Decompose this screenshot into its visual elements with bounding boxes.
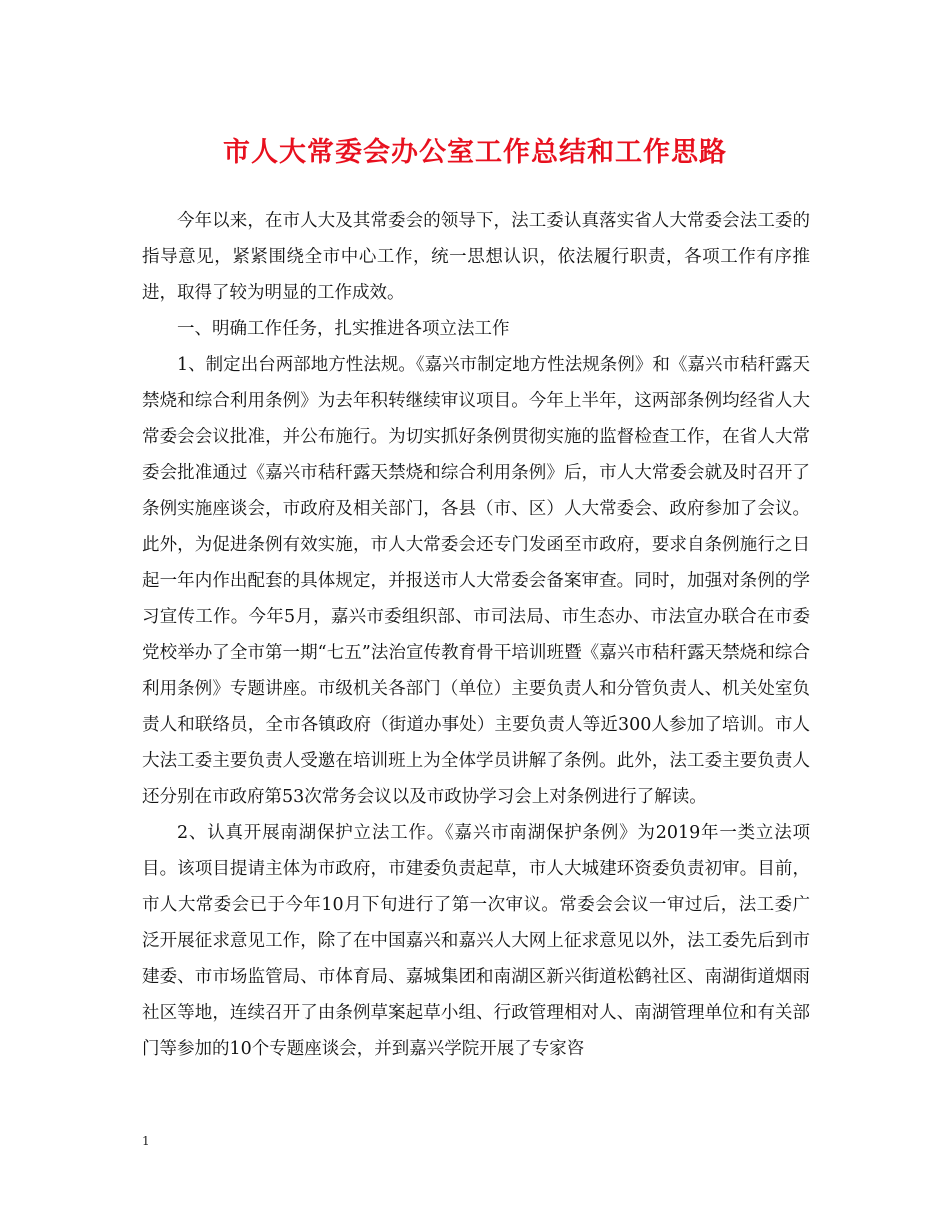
document-title: 市人大常委会办公室工作总结和工作思路: [223, 137, 727, 168]
item-paragraph-2: 2、认真开展南湖保护立法工作。《嘉兴市南湖保护条例》为2019年一类立法项目。该项目提请主体为市政府，市建委负责起草，市人大城建环资委负责初审。目前，市人大常委会已于今年10月下旬进行了第一次审议。常委会会议一审过后，法工委广泛开展征求意见工作，除了在中国嘉兴和嘉兴人大网上征求意见以外，法工委先后到市建委、市市场监管局、市体育局、嘉城集团和南湖区新兴街道松鹤社区、南湖街道烟雨社区等地，连续召开了由条例草案起草小组、行政管理相对人、南湖管理单位和有关部门等参加的10个专题座谈会，并到嘉兴学院开展了专家咨: [142, 823, 810, 1059]
item-paragraph-1: 1、制定出台两部地方性法规。《嘉兴市制定地方性法规条例》和《嘉兴市秸秆露天禁烧和综合利用条例》为去年积转继续审议项目。今年上半年，这两部条例均经省人大常委会会议批准，并公布施行。为切实抓好条例贯彻实施的监督检查工作，在省人大常委会批准通过《嘉兴市秸秆露天禁烧和综合利用条例》后，市人大常委会就及时召开了条例实施座谈会，市政府及相关部门，各县（市、区）人大常委会、政府参加了会议。此外，为促进条例有效实施，市人大常委会还专门发函至市政府，要求自条例施行之日起一年内作出配套的具体规定，并报送市人大常委会备案审查。同时，加强对条例的学习宣传工作。今年5月，嘉兴市委组织部、市司法局、市生态办、市法宣办联合在市委党校举办了全市第一期“七五”法治宣传教育骨干培训班暨《嘉兴市秸秆露天禁烧和综合利用条例》专题讲座。市级机关各部门（单位）主要负责人和分管负责人、机关处室负责人和联络员，全市各镇政府（街道办事处）主要负责人等近300人参加了培训。市人大法工委主要负责人受邀在培训班上为全体学员讲解了条例。此外，法工委主要负责人还分别在市政府第53次常务会议以及市政协学习会上对条例进行了解读。: [142, 355, 810, 807]
intro-paragraph: 今年以来，在市人大及其常委会的领导下，法工委认真落实省人大常委会法工委的指导意见，紧紧围绕全市中心工作，统一思想认识，依法履行职责，各项工作有序推进，取得了较为明显的工作成效。: [142, 211, 810, 303]
document-body: [142, 203, 810, 1067]
section-heading-1: 一、明确工作任务，扎实推进各项立法工作: [177, 319, 510, 339]
page-number: 1: [142, 1134, 150, 1148]
